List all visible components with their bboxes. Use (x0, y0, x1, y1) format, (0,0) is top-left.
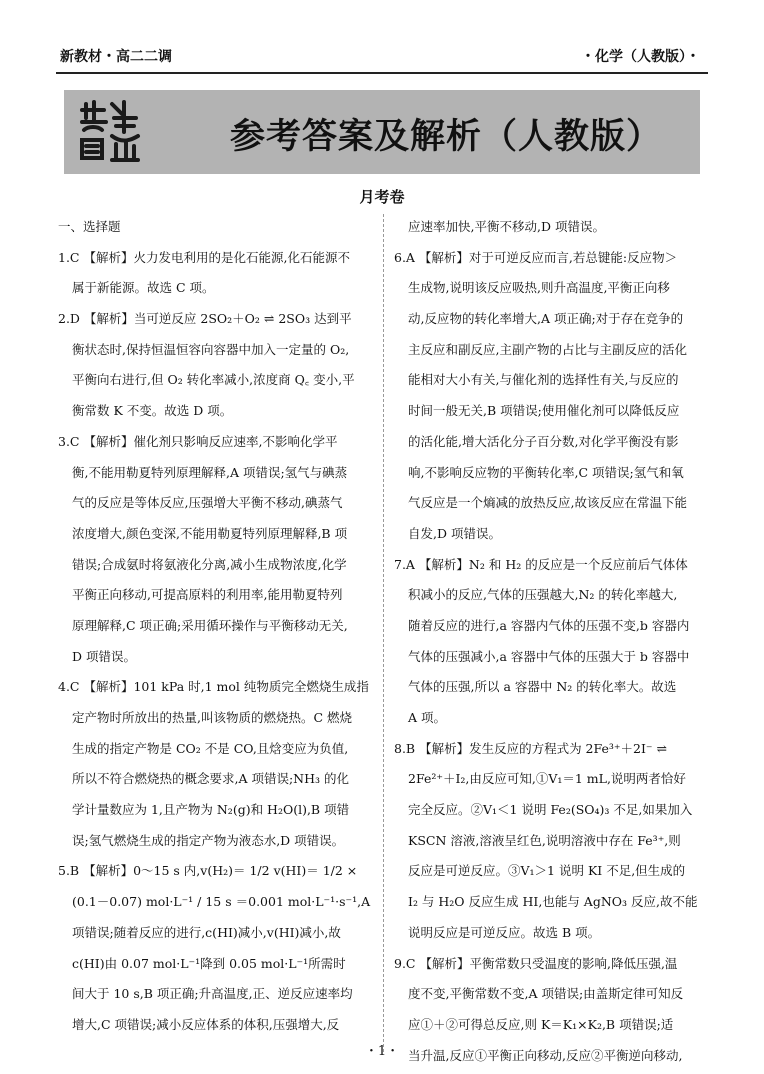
answer-line: 应①＋②可得总反应,则 K＝K₁×K₂,B 项错误;适 (408, 1016, 674, 1032)
answer-line: 原理解释,C 项正确;采用循环操作与平衡移动无关, (72, 617, 348, 633)
answer-line: 7.A 【解析】N₂ 和 H₂ 的反应是一个反应前后气体体 (394, 556, 688, 572)
answer-line: 错误;合成氨时将氨液化分离,减小生成物浓度,化学 (72, 556, 347, 572)
answer-line: 的活化能,增大活化分子百分数,对化学平衡没有影 (408, 433, 679, 449)
column-divider (383, 214, 384, 1052)
answer-line: 误;氢气燃烧生成的指定产物为液态水,D 项错误。 (72, 832, 345, 848)
seal-logo-icon (72, 96, 144, 168)
header-left-text: 新教材・高二二调 (60, 49, 172, 65)
answer-line: (0.1－0.07) mol·L⁻¹ / 15 s ＝0.001 mol·L⁻¹·s⁻¹,A (72, 894, 371, 910)
answer-line: 平衡正向移动,可提高原料的利用率,能用勒夏特列 (72, 587, 343, 603)
left-column (58, 212, 374, 1041)
answer-line: 时间一般无关,B 项错误;使用催化剂可以降低反应 (408, 403, 680, 419)
answer-line: 自发,D 项错误。 (408, 525, 501, 541)
answer-line: 2.D 【解析】当可逆反应 2SO₂＋O₂ ⇌ 2SO₃ 达到平 (58, 311, 352, 327)
answer-line: c(HI)由 0.07 mol·L⁻¹降到 0.05 mol·L⁻¹所需时 (72, 955, 346, 971)
header-right-text: ・化学（人教版）・ (581, 49, 700, 65)
answer-line: 当升温,反应①平衡正向移动,反应②平衡逆向移动, (408, 1047, 683, 1063)
answer-line: 气的反应是等体反应,压强增大平衡不移动,碘蒸气 (72, 495, 343, 511)
answer-line: 衡状态时,保持恒温恒容向容器中加入一定量的 O₂, (72, 341, 350, 357)
answer-line: 动,反应物的转化率增大,A 项正确;对于存在竞争的 (408, 311, 684, 327)
section-title: 月考卷 (359, 188, 405, 206)
answer-line: I₂ 与 H₂O 反应生成 HI,也能与 AgNO₃ 反应,故不能 (408, 894, 698, 910)
answer-line: 4.C 【解析】101 kPa 时,1 mol 纯物质完全燃烧生成指 (58, 679, 369, 695)
right-column (394, 212, 710, 1071)
answer-line: 1.C 【解析】火力发电利用的是化石能源,化石能源不 (58, 249, 350, 265)
page-title: 参考答案及解析（人教版） (230, 117, 663, 157)
answer-line: 气反应是一个熵减的放热反应,故该反应在常温下能 (408, 495, 687, 511)
header-rule (56, 72, 708, 74)
answer-line: 浓度增大,颜色变深,不能用勒夏特列原理解释,B 项 (72, 525, 348, 541)
answer-line: 6.A 【解析】对于可逆反应而言,若总键能:反应物＞ (394, 249, 678, 265)
answer-line: D 项错误。 (72, 648, 136, 664)
answer-line: 度不变,平衡常数不变,A 项错误;由盖斯定律可知反 (408, 986, 684, 1002)
answer-line: 8.B 【解析】发生反应的方程式为 2Fe³⁺＋2I⁻ ⇌ (394, 740, 667, 756)
answer-line: 反应是可逆反应。③V₁＞1 说明 KI 不足,但生成的 (408, 863, 686, 879)
answer-line: 一、选择题 (58, 219, 121, 234)
answer-line: 随着反应的进行,a 容器内气体的压强不变,b 容器内 (408, 617, 690, 633)
answer-line: 气体的压强,所以 a 容器中 N₂ 的转化率大。故选 (408, 679, 677, 695)
answer-line: 3.C 【解析】催化剂只影响反应速率,不影响化学平 (58, 433, 338, 449)
answer-line: 气体的压强减小,a 容器中气体的压强大于 b 容器中 (408, 648, 690, 664)
answer-line: 应速率加快,平衡不移动,D 项错误。 (408, 219, 605, 234)
answer-line: 2Fe²⁺＋I₂,由反应可知,①V₁＝1 mL,说明两者恰好 (408, 771, 686, 787)
answer-line: 增大,C 项错误;减小反应体系的体积,压强增大,反 (72, 1016, 340, 1032)
answer-line: 生成的指定产物是 CO₂ 不是 CO,且焓变应为负值, (72, 740, 349, 756)
answer-line: 5.B 【解析】0～15 s 内,v(H₂)＝ 1/2 v(HI)＝ 1/2 × (58, 863, 358, 879)
answer-line: A 项。 (408, 710, 447, 725)
answer-line: 项错误;随着反应的进行,c(HI)减小,v(HI)减小,故 (72, 924, 341, 940)
answer-line: 完全反应。②V₁＜1 说明 Fe₂(SO₄)₃ 不足,如果加入 (408, 802, 693, 818)
answer-line: 响,不影响反应物的平衡转化率,C 项错误;氢气和氧 (408, 464, 684, 480)
answer-line: 生成物,说明该反应吸热,则升高温度,平衡正向移 (408, 280, 670, 296)
answer-line: KSCN 溶液,溶液呈红色,说明溶液中存在 Fe³⁺,则 (408, 832, 681, 848)
answer-line: 主反应和副反应,主副产物的占比与主副反应的活化 (408, 341, 687, 357)
answer-line: 学计量数应为 1,且产物为 N₂(g)和 H₂O(l),B 项错 (72, 802, 350, 818)
answer-line: 积减小的反应,气体的压强越大,N₂ 的转化率越大, (408, 587, 678, 603)
title-banner (64, 90, 700, 174)
answer-line: 能相对大小有关,与催化剂的选择性有关,与反应的 (408, 372, 679, 388)
answer-line: 9.C 【解析】平衡常数只受温度的影响,降低压强,温 (394, 955, 678, 971)
answer-line: 所以不符合燃烧热的概念要求,A 项错误;NH₃ 的化 (72, 771, 350, 787)
page-number: ・1・ (364, 1044, 400, 1059)
answer-line: 定产物时所放出的热量,叫该物质的燃烧热。C 燃烧 (72, 710, 353, 725)
answer-line: 平衡向右进行,但 O₂ 转化率减小,浓度商 Q꜀ 变小,平 (72, 372, 355, 388)
answer-line: 间大于 10 s,B 项正确;升高温度,正、逆反应速率均 (72, 986, 353, 1002)
running-header (56, 46, 708, 68)
answer-line: 衡常数 K 不变。故选 D 项。 (72, 403, 233, 419)
answer-line: 属于新能源。故选 C 项。 (72, 280, 215, 296)
answer-line: 说明反应是可逆反应。故选 B 项。 (408, 924, 601, 940)
answer-line: 衡,不能用勒夏特列原理解释,A 项错误;氢气与碘蒸 (72, 464, 348, 480)
